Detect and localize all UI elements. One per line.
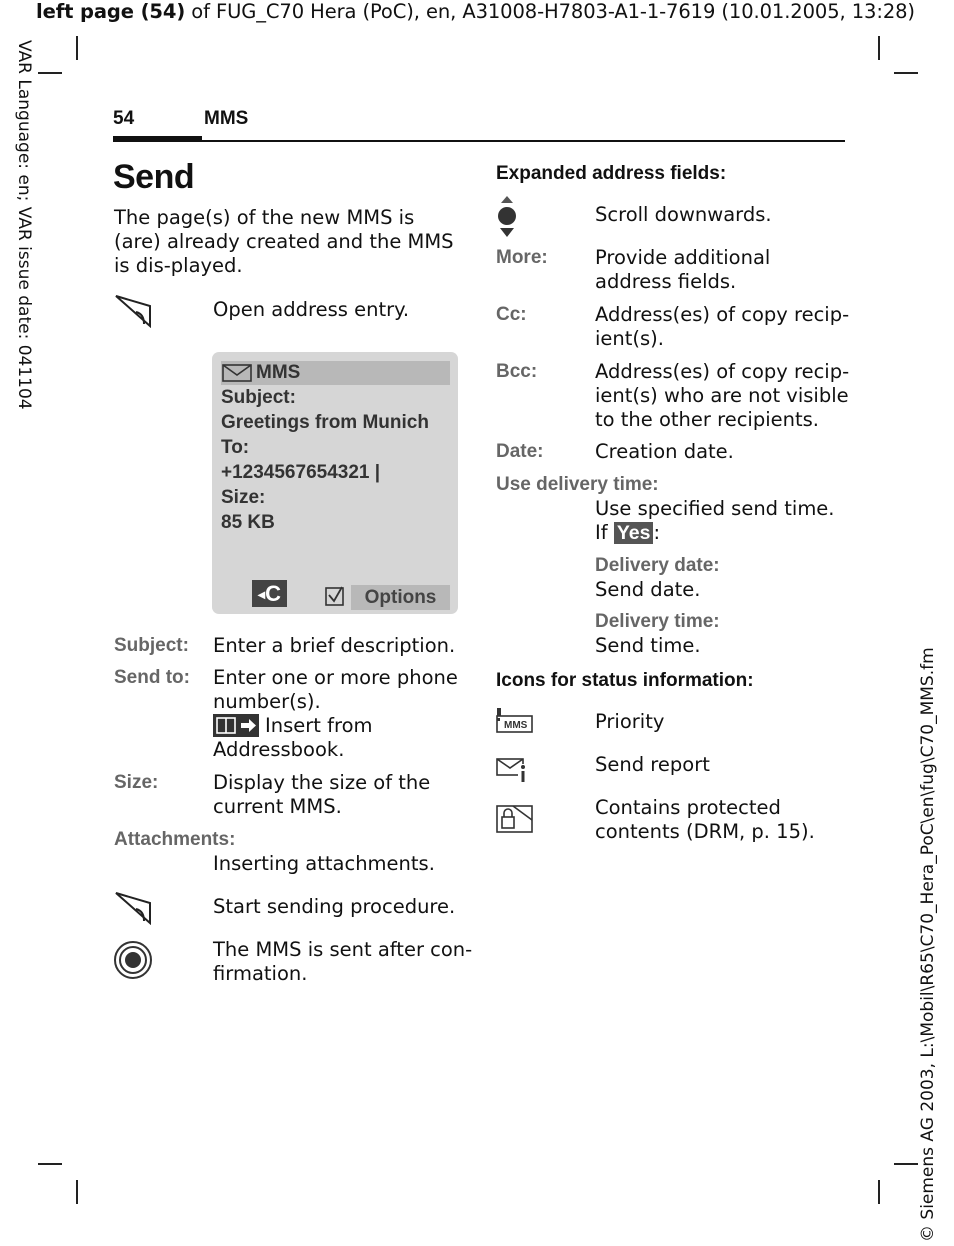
use-delivery-time-if: [595, 521, 660, 545]
header-rule: [113, 140, 845, 142]
date-text: Creation date.: [595, 440, 734, 463]
bcc-text: to the other recipients.: [595, 408, 820, 431]
delivery-date-label: Delivery date:: [595, 555, 720, 576]
more-label: More:: [496, 247, 548, 268]
delivery-time-label: Delivery time:: [595, 611, 720, 632]
softkey-clear[interactable]: ◂C: [252, 580, 287, 607]
cc-label: Cc:: [496, 304, 527, 325]
icons-heading: Icons for status information:: [496, 670, 754, 691]
crop-mark: [38, 1163, 62, 1165]
send-report-icon: [496, 756, 530, 784]
checkbox-icon: [325, 585, 345, 607]
softkey-left-icon: [114, 891, 152, 925]
sendto-label: Send to:: [114, 667, 190, 688]
phone-line: Greetings from Munich: [221, 412, 429, 433]
cc-text: Address(es) of copy recip-: [595, 303, 850, 326]
delivery-time-text: Send time.: [595, 634, 701, 657]
attachments-text: Inserting attachments.: [213, 852, 435, 875]
phone-line: To:: [221, 437, 250, 458]
subject-text: Enter a brief description.: [213, 634, 456, 657]
protected-text: contents (DRM, p. 15).: [595, 820, 815, 843]
softkey-left-icon: [114, 294, 152, 328]
phone-screen: [212, 352, 458, 614]
crop-mark: [894, 72, 918, 74]
bcc-label: Bcc:: [496, 361, 538, 382]
delivery-date-text: Send date.: [595, 578, 701, 601]
side-info-right: © Siemens AG 2003, L:\Mobil\R65\C70_Hera_PoC\en\fug\C70_MMS.fm: [918, 647, 938, 1242]
softkey-clear-label: C: [265, 581, 281, 606]
crop-mark: [76, 36, 78, 60]
center-key-icon: [113, 940, 153, 980]
scroll-text: Scroll downwards.: [595, 203, 772, 226]
use-delivery-time-label: Use delivery time:: [496, 474, 659, 495]
more-text: Provide additional: [595, 246, 771, 269]
size-label: Size:: [114, 772, 159, 793]
crop-mark: [894, 1163, 918, 1165]
attachments-label: Attachments:: [114, 829, 236, 850]
expanded-heading: Expanded address fields:: [496, 163, 727, 184]
phone-title: MMS: [256, 362, 301, 383]
phone-line: Subject:: [221, 387, 296, 408]
yes-badge: Yes: [614, 522, 654, 544]
bcc-text: ient(s) who are not visible: [595, 384, 849, 407]
sendto-text: Addressbook.: [213, 738, 345, 761]
navigation-down-icon: [496, 195, 518, 239]
crop-mark: [38, 72, 62, 74]
if-text: If: [595, 521, 608, 544]
crop-mark: [878, 36, 880, 60]
print-header-info: of FUG_C70 Hera (PoC), en, A31008-H7803-A1-1-7619 (10.01.2005, 13:28): [185, 0, 915, 23]
softkey-options[interactable]: Options: [351, 585, 450, 610]
cc-text: ient(s).: [595, 327, 664, 350]
sendto-text: Enter one or more phone: [213, 666, 458, 689]
sendto-text: number(s).: [213, 690, 321, 713]
start-sending-text: Start sending procedure.: [213, 895, 456, 918]
more-text: address fields.: [595, 270, 737, 293]
priority-icon: [496, 706, 534, 734]
bcc-text: Address(es) of copy recip-: [595, 360, 850, 383]
print-header: [36, 0, 915, 23]
crop-mark: [76, 1180, 78, 1204]
sendto-text: Insert from: [265, 714, 373, 737]
phone-line: +1234567654321 |: [221, 462, 381, 483]
svg-text:MMS: MMS: [504, 720, 528, 731]
crop-mark: [878, 1180, 880, 1204]
addressbook-icon: [213, 714, 259, 737]
print-header-page: left page (54): [36, 0, 186, 23]
protected-content-icon: [496, 804, 534, 834]
send-report-text: Send report: [595, 753, 710, 776]
open-address-text: Open address entry.: [213, 298, 410, 321]
colon-text: :: [653, 521, 661, 544]
page-number: 54: [113, 108, 135, 129]
page-title: Send: [113, 158, 195, 196]
date-label: Date:: [496, 441, 544, 462]
sent-after-text: firmation.: [213, 962, 308, 985]
phone-line: 85 KB: [221, 512, 275, 533]
section-title: MMS: [204, 108, 249, 129]
intro-text: The page(s) of the new MMS is (are) already created and the MMS is dis-played.: [114, 206, 454, 277]
size-text: Display the size of the: [213, 771, 431, 794]
priority-text: Priority: [595, 710, 665, 733]
size-text: current MMS.: [213, 795, 342, 818]
use-delivery-time-text: Use specified send time.: [595, 497, 835, 520]
sent-after-text: The MMS is sent after con-: [213, 938, 473, 961]
phone-line: Size:: [221, 487, 266, 508]
subject-label: Subject:: [114, 635, 189, 656]
side-info-left: VAR Language: en; VAR issue date: 041104: [14, 40, 34, 410]
envelope-icon: [222, 364, 252, 382]
protected-text: Contains protected: [595, 796, 781, 819]
